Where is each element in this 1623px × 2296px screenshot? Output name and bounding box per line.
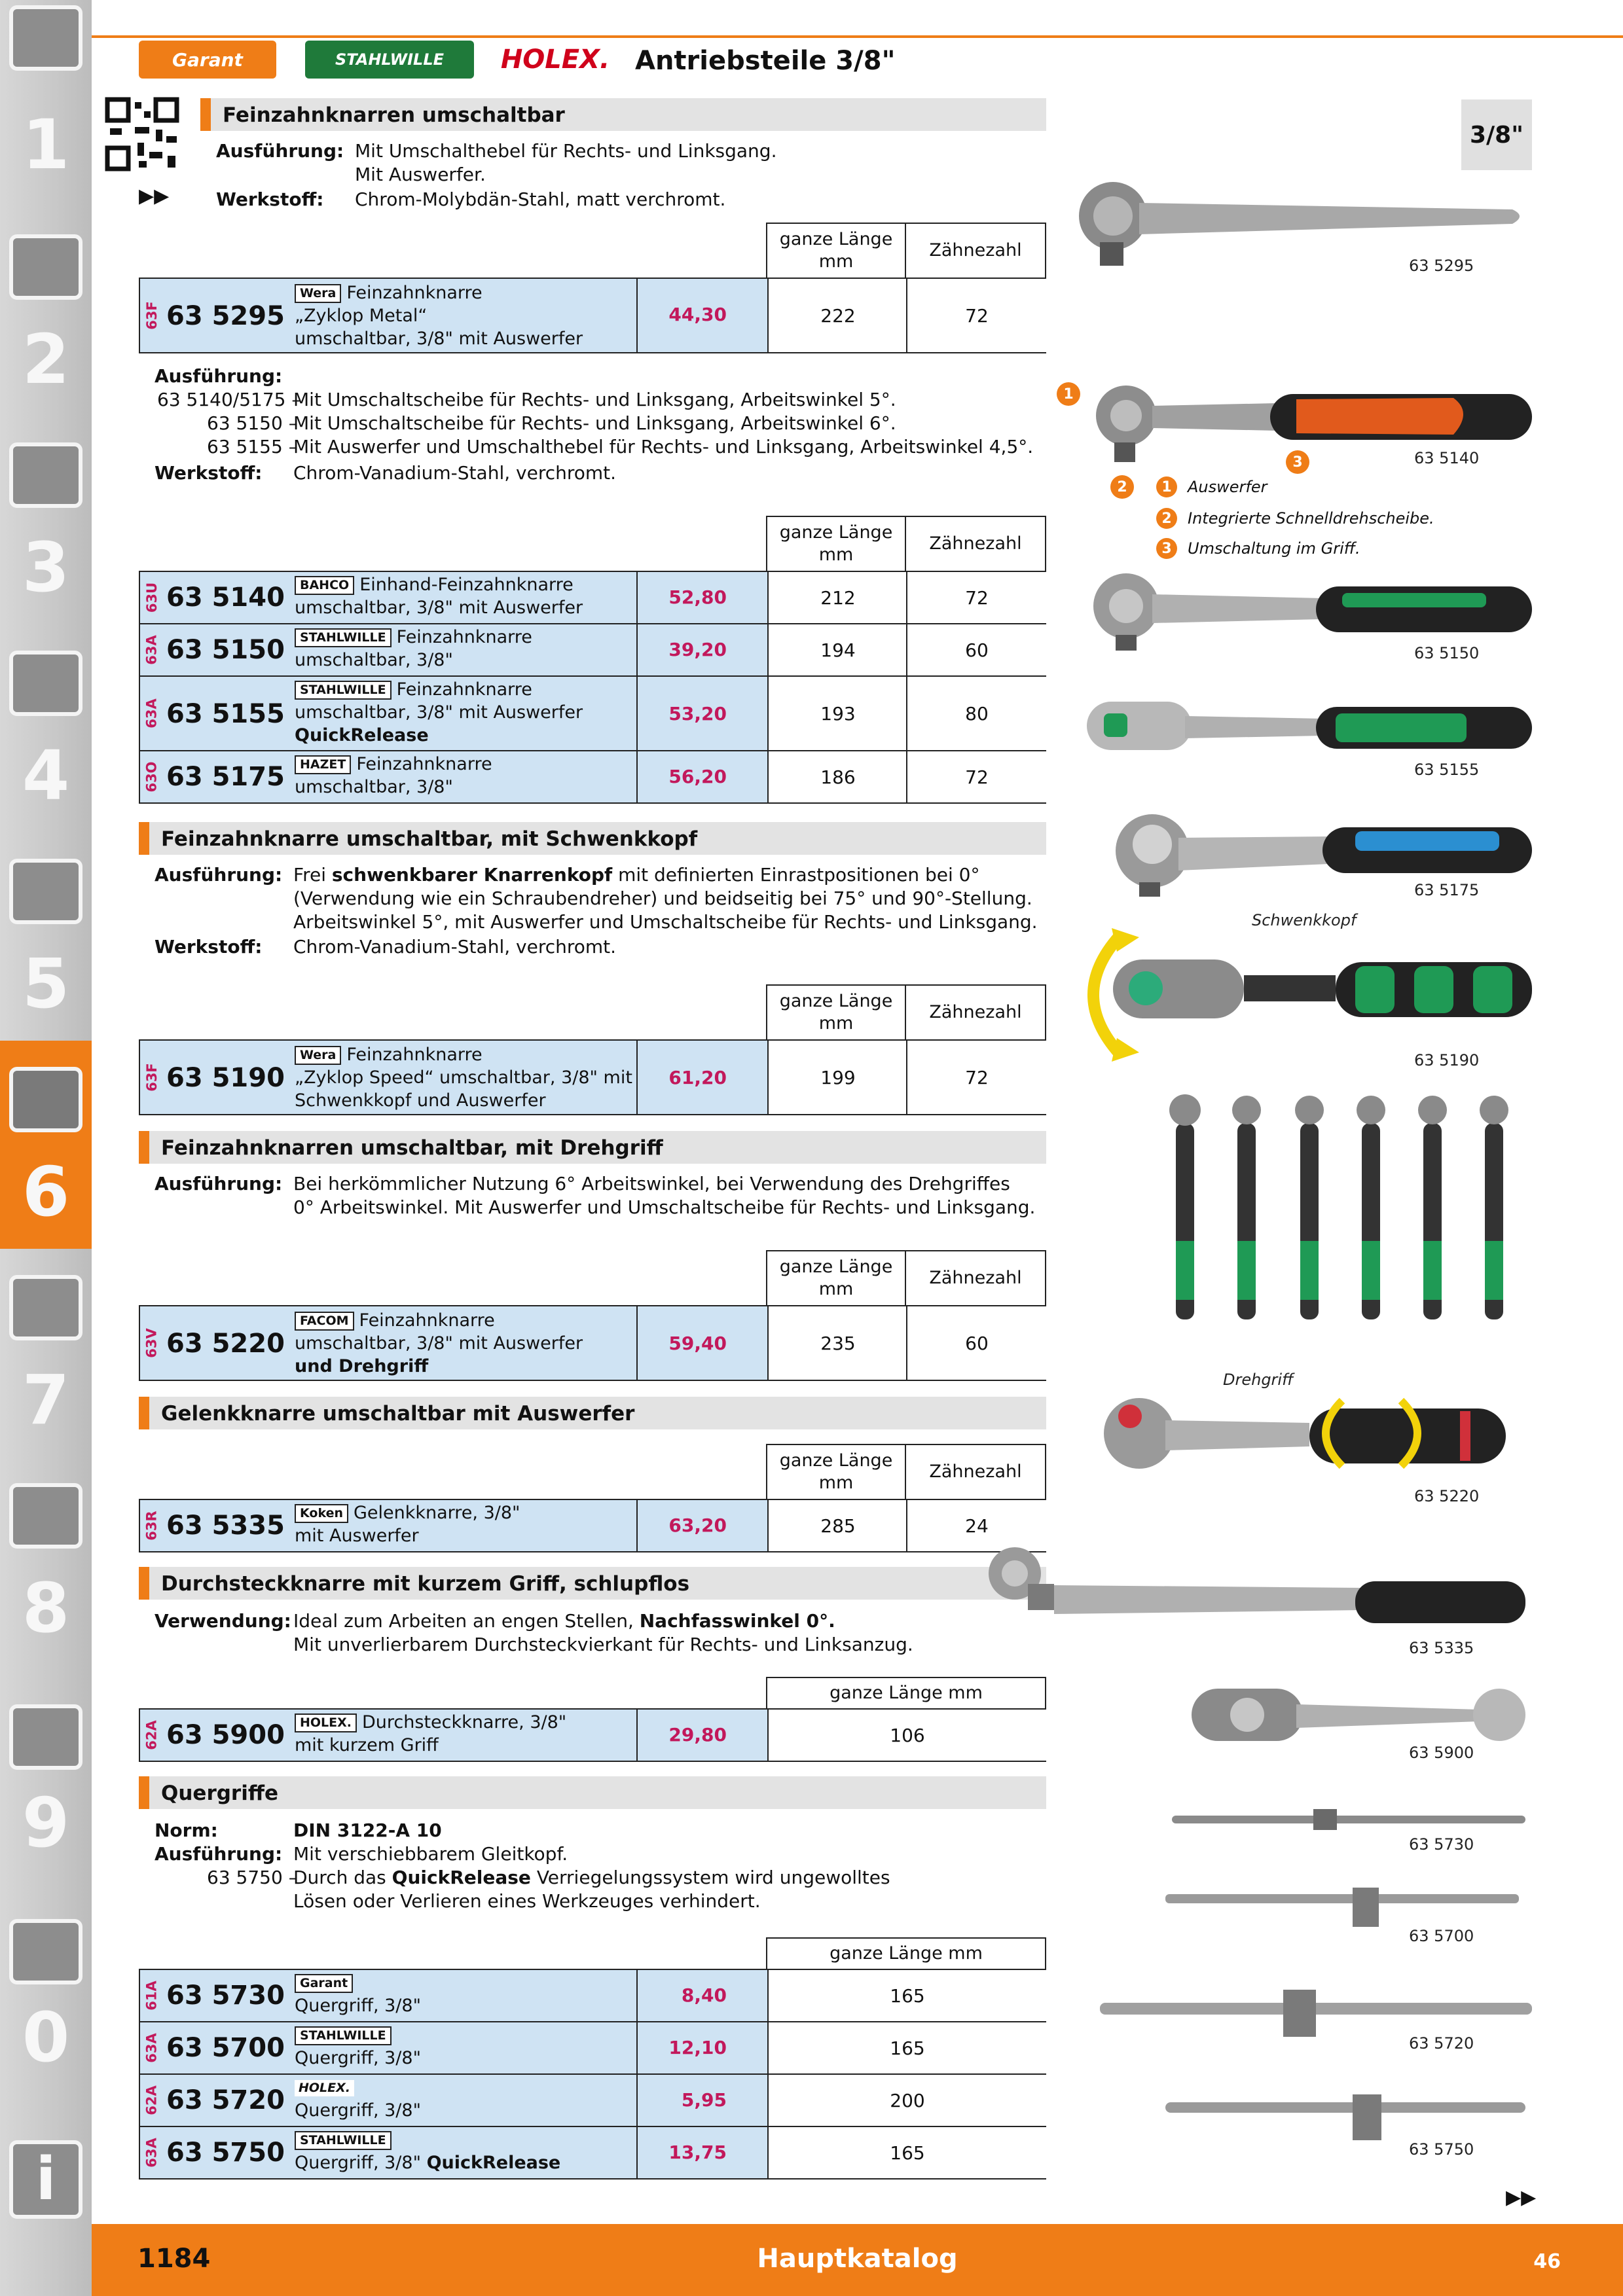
- description: BAHCO Einhand-Feinzahnknarre umschaltbar, 3/8" mit Auswerfer: [295, 575, 583, 619]
- grinding-disc-icon: [9, 859, 82, 924]
- t-handle-image: [1159, 1885, 1525, 1931]
- info-icon: i: [9, 2140, 82, 2219]
- price: 53,20: [668, 703, 727, 725]
- page-number: 1184: [137, 2244, 211, 2274]
- article-number: 63 5730: [166, 1981, 285, 2011]
- brand-logo: Garant: [295, 1974, 353, 1993]
- chapter-tab-0[interactable]: 0: [0, 1873, 92, 2081]
- price: 5,95: [681, 2089, 727, 2111]
- variant-key: 63 5155 –: [207, 436, 298, 457]
- column-header-length: ganze Länge mm: [766, 516, 906, 572]
- field-label: Ausführung:: [155, 864, 283, 886]
- ratchet-image: [1074, 567, 1545, 652]
- image-caption: 63 5900: [1409, 1744, 1474, 1762]
- chapter-tab-6[interactable]: 6: [0, 1041, 92, 1249]
- column-header-length: ganze Länge mm: [766, 1937, 1046, 1970]
- length-cell: 235: [767, 1306, 907, 1380]
- table-row[interactable]: 63V 63 5220 FACOM Feinzahnknarre umschaltbar, 3/8" mit Auswerfer und Drehgriff 59,40 235 60: [139, 1305, 1046, 1381]
- safety-glasses-icon: [9, 1919, 82, 1984]
- ratchet-image: [1106, 812, 1545, 897]
- holex-logo: HOLEX.: [500, 45, 610, 75]
- table-row[interactable]: 62A 63 5720 HOLEX. Quergriff, 3/8" 5,95 200: [139, 2073, 1046, 2127]
- teeth-cell: 24: [906, 1500, 1046, 1551]
- table-row[interactable]: 63A 63 5750 STAHLWILLE Quergriff, 3/8" QuickRelease 13,75 165: [139, 2126, 1046, 2179]
- field-value: Mit verschiebbarem Gleitkopf.: [293, 1843, 568, 1865]
- price: 63,20: [668, 1515, 727, 1536]
- legend-badge: 3: [1156, 538, 1177, 559]
- article-number: 63 5175: [166, 762, 285, 792]
- brand-logo: Wera: [295, 284, 341, 303]
- field-value: DIN 3122-A 10: [293, 1820, 442, 1841]
- image-caption: 63 5220: [1414, 1487, 1480, 1505]
- garant-logo: Garant: [139, 41, 276, 79]
- length-cell: 212: [767, 572, 907, 623]
- table-row[interactable]: 61A 63 5730 Garant Quergriff, 3/8" 8,40 165: [139, 1969, 1046, 2022]
- column-header-teeth: Zähnezahl: [905, 1444, 1046, 1500]
- legend-text: Integrierte Schnelldrehscheibe.: [1188, 509, 1434, 528]
- brand-logo: Koken: [295, 1504, 348, 1523]
- t-handle-image: [1093, 1987, 1539, 2039]
- length-cell: 165: [767, 2022, 1046, 2073]
- variant-text: Mit Umschaltscheibe für Rechts- und Linksgang, Arbeitswinkel 5°.: [293, 389, 896, 410]
- swivel-positions-image: [1165, 1084, 1532, 1333]
- brand-logo: HAZET: [295, 755, 351, 774]
- chapter-tab-3[interactable]: 3: [0, 416, 92, 624]
- chuck-icon: [9, 442, 82, 508]
- article-number: 63 5140: [166, 583, 285, 613]
- field-value: Chrom-Vanadium-Stahl, verchromt.: [293, 936, 617, 958]
- description: Garant Quergriff, 3/8": [295, 1971, 421, 2017]
- column-header-teeth: Zähnezahl: [905, 984, 1046, 1041]
- image-annotation: Drehgriff: [1223, 1371, 1294, 1389]
- article-number: 63 5700: [166, 2033, 285, 2063]
- article-number: 63 5190: [166, 1063, 285, 1093]
- article-number: 63 5335: [166, 1511, 285, 1541]
- price: 59,40: [668, 1333, 727, 1354]
- length-cell: 106: [767, 1710, 1046, 1761]
- chapter-tab-9[interactable]: 9: [0, 1665, 92, 1873]
- variant-text: Mit Auswerfer und Umschalthebel für Rechts- und Linksgang, Arbeitswinkel 4,5°.: [293, 436, 1034, 457]
- length-cell: 222: [767, 279, 907, 352]
- price: 12,10: [668, 2037, 727, 2058]
- chapter-tab-8[interactable]: 8: [0, 1457, 92, 1665]
- description: FACOM Feinzahnknarre umschaltbar, 3/8" mit Auswerfer und Drehgriff: [295, 1310, 583, 1377]
- toolbox-icon: [9, 1483, 82, 1549]
- callout-badge: 3: [1286, 450, 1309, 474]
- price: 61,20: [668, 1067, 727, 1088]
- description: HOLEX. Quergriff, 3/8": [295, 2081, 421, 2121]
- column-header-length: ganze Länge mm: [766, 223, 906, 279]
- ratchet-image: [1061, 923, 1545, 1067]
- insert-icon: [9, 234, 82, 300]
- variant-key: 63 5140/5175 –: [157, 389, 301, 410]
- description: STAHLWILLE Feinzahnknarre umschaltbar, 3/8": [295, 627, 532, 671]
- field-value: Bei herkömmlicher Nutzung 6° Arbeitswinkel, bei Verwendung des Drehgriffes: [293, 1173, 1010, 1194]
- brand-logo: HOLEX.: [295, 2080, 354, 2096]
- chapter-tab-info[interactable]: [0, 2081, 92, 2224]
- image-caption: 63 5190: [1414, 1051, 1480, 1069]
- price: 44,30: [668, 304, 727, 325]
- teeth-cell: 60: [906, 624, 1046, 675]
- section-header: Quergriffe: [139, 1776, 1046, 1809]
- legend-text: Auswerfer: [1188, 478, 1267, 496]
- chapter-tab-4[interactable]: 4: [0, 624, 92, 833]
- field-label: Ausführung:: [216, 140, 344, 162]
- length-cell: 165: [767, 2127, 1046, 2178]
- field-value: (Verwendung wie ein Schraubendreher) und beidseitig bei 75° und 90°-Stellung.: [293, 888, 1032, 909]
- length-cell: 285: [767, 1500, 907, 1551]
- column-header-length: ganze Länge mm: [766, 984, 906, 1041]
- field-label: Ausführung:: [155, 365, 283, 387]
- ratchet-image: [969, 1545, 1539, 1643]
- article-number: 63 5155: [166, 699, 285, 729]
- article-number: 63 5150: [166, 635, 285, 665]
- field-value: Ideal zum Arbeiten an engen Stellen, Nachfasswinkel 0°.: [293, 1610, 835, 1632]
- section-header: Feinzahnknarre umschaltbar, mit Schwenkkopf: [139, 822, 1046, 855]
- stahlwille-logo: STAHLWILLE: [305, 41, 474, 79]
- page-title: Antriebsteile 3/8": [635, 46, 896, 76]
- drill-icon: [9, 5, 82, 71]
- brand-logo: STAHLWILLE: [295, 2026, 392, 2045]
- ratchet-image: [1074, 687, 1545, 766]
- table-row[interactable]: 63F 63 5190 Wera Feinzahnknarre „Zyklop Speed“ umschaltbar, 3/8" mit Schwenkkopf und Auswerfer 61,20 199 72: [139, 1039, 1046, 1115]
- price: 39,20: [668, 639, 727, 660]
- column-header-teeth: Zähnezahl: [905, 516, 1046, 572]
- variant-text: Mit Umschaltscheibe für Rechts- und Linksgang, Arbeitswinkel 6°.: [293, 412, 896, 434]
- teeth-cell: 60: [906, 1306, 1046, 1380]
- length-cell: 199: [767, 1041, 907, 1114]
- callout-badge: 1: [1057, 382, 1080, 406]
- variant-key: 63 5750 –: [207, 1867, 298, 1888]
- field-value: Arbeitswinkel 5°, mit Auswerfer und Umschaltscheibe für Rechts- und Linksgang.: [293, 911, 1038, 933]
- field-label: Werkstoff:: [155, 936, 263, 958]
- brand-logo: HOLEX.: [295, 1713, 357, 1732]
- table-row[interactable]: [139, 278, 1046, 353]
- image-caption: 63 5140: [1414, 449, 1480, 467]
- ratchet-image: [1093, 1394, 1545, 1479]
- column-header-length: ganze Länge mm: [766, 1677, 1046, 1710]
- field-value: Chrom-Molybdän-Stahl, matt verchromt.: [355, 188, 726, 210]
- article-number: 63 5295: [166, 301, 285, 331]
- field-value: Mit Auswerfer.: [355, 164, 486, 185]
- table-row[interactable]: 63A 63 5700 STAHLWILLE Quergriff, 3/8" 12,10 165: [139, 2021, 1046, 2075]
- length-cell: 165: [767, 1970, 1046, 2021]
- article-number: 63 5900: [166, 1720, 285, 1750]
- chapter-tab-7[interactable]: 7: [0, 1249, 92, 1457]
- field-value: Mit Umschalthebel für Rechts- und Linksgang.: [355, 140, 777, 162]
- price: 13,75: [668, 2142, 727, 2163]
- image-caption: 63 5750: [1409, 2140, 1474, 2159]
- description: HAZET Feinzahnknarre umschaltbar, 3/8": [295, 754, 492, 798]
- article-number: 63 5720: [166, 2085, 285, 2115]
- price: 29,80: [668, 1724, 727, 1746]
- description: STAHLWILLE Quergriff, 3/8" QuickRelease: [295, 2128, 560, 2174]
- price: 56,20: [668, 766, 727, 787]
- column-header-length: ganze Länge mm: [766, 1250, 906, 1306]
- column-header-teeth: Zähnezahl: [905, 1250, 1046, 1306]
- t-handle-image: [1165, 1806, 1532, 1833]
- catalog-title: Hauptkatalog: [757, 2244, 958, 2274]
- section-header: Gelenkknarre umschaltbar mit Auswerfer: [139, 1397, 1046, 1429]
- section-header: Feinzahnknarren umschaltbar, mit Drehgriff: [139, 1131, 1046, 1164]
- price: 52,80: [668, 586, 727, 608]
- caliper-icon: [9, 651, 82, 716]
- teeth-cell: 72: [906, 279, 1046, 352]
- row-code: 63F: [144, 301, 160, 330]
- image-caption: 63 5700: [1409, 1927, 1474, 1945]
- field-label: Verwendung:: [155, 1610, 291, 1632]
- section-number: 46: [1533, 2250, 1561, 2273]
- length-cell: 186: [767, 751, 907, 802]
- chapter-tab-2[interactable]: 2: [0, 208, 92, 416]
- forward-arrows-icon[interactable]: ▶▶: [1506, 2186, 1537, 2209]
- teeth-cell: 72: [906, 751, 1046, 802]
- length-cell: 193: [767, 677, 907, 750]
- field-value: Chrom-Vanadium-Stahl, verchromt.: [293, 462, 617, 484]
- description: STAHLWILLE Quergriff, 3/8": [295, 2024, 421, 2070]
- legend-badge: 1: [1156, 476, 1177, 497]
- header-rule: [92, 35, 1623, 38]
- brand-logo: STAHLWILLE: [295, 681, 392, 700]
- qr-code[interactable]: [105, 97, 179, 171]
- image-caption: 63 5150: [1414, 644, 1480, 662]
- column-header-teeth: Zähnezahl: [905, 223, 1046, 279]
- brand-logo: BAHCO: [295, 576, 354, 595]
- image-caption: 63 5335: [1409, 1639, 1474, 1657]
- price: 8,40: [681, 1984, 727, 2006]
- description: HOLEX. Durchsteckknarre, 3/8" mit kurzem Griff: [295, 1712, 567, 1756]
- wrench-icon: [9, 1067, 82, 1132]
- pliers-icon: [9, 1275, 82, 1340]
- description: Koken Gelenkknarre, 3/8" mit Auswerfer: [295, 1503, 520, 1547]
- length-cell: 200: [767, 2075, 1046, 2126]
- t-handle-image: [1159, 2092, 1532, 2144]
- field-label: Werkstoff:: [155, 462, 263, 484]
- field-label: Werkstoff:: [216, 188, 324, 210]
- legend-text: Umschaltung im Griff.: [1188, 539, 1360, 558]
- brand-logo: FACOM: [295, 1312, 354, 1331]
- image-caption: 63 5295: [1409, 257, 1474, 275]
- page-footer: [92, 2224, 1623, 2296]
- field-value: 0° Arbeitswinkel. Mit Auswerfer und Umschaltscheibe für Rechts- und Linksgang.: [293, 1196, 1036, 1218]
- variant-text: Lösen oder Verlieren eines Werkzeuges verhindert.: [293, 1890, 761, 1912]
- section-header: Feinzahnknarren umschaltbar: [200, 98, 1046, 131]
- brand-logo: STAHLWILLE: [295, 2131, 392, 2150]
- article-number: 63 5750: [166, 2138, 285, 2168]
- description: STAHLWILLE Feinzahnknarre umschaltbar, 3/8" mit Auswerfer QuickRelease: [295, 679, 583, 746]
- field-value: Mit unverlierbarem Durchsteckvierkant für Rechts- und Linksanzug.: [293, 1634, 913, 1655]
- article-number: 63 5220: [166, 1329, 285, 1359]
- table-row[interactable]: 63A 63 5150 STAHLWILLE Feinzahnknarre umschaltbar, 3/8" 39,20 194 60: [139, 623, 1046, 677]
- variant-key: 63 5150 –: [207, 412, 298, 434]
- section-header: Durchsteckknarre mit kurzem Griff, schlupflos: [139, 1567, 1046, 1600]
- image-caption: 63 5175: [1414, 881, 1480, 899]
- field-label: Ausführung:: [155, 1843, 283, 1865]
- workbench-icon: [9, 1704, 82, 1770]
- size-badge: 3/8": [1461, 99, 1532, 170]
- chapter-tab-1[interactable]: 1: [0, 0, 92, 208]
- brand-logo: Wera: [295, 1046, 341, 1065]
- table-row[interactable]: 63A 63 5155 STAHLWILLE Feinzahnknarre umschaltbar, 3/8" mit Auswerfer QuickRelease 53,20 193 80: [139, 675, 1046, 751]
- field-label: Norm:: [155, 1820, 218, 1841]
- table-row[interactable]: 63U 63 5140 BAHCO Einhand-Feinzahnknarre umschaltbar, 3/8" mit Auswerfer 52,80 212 72: [139, 571, 1046, 624]
- brand-logo: STAHLWILLE: [295, 628, 392, 647]
- column-header-length: ganze Länge mm: [766, 1444, 906, 1500]
- teeth-cell: 72: [906, 572, 1046, 623]
- field-value: Frei schwenkbarer Knarrenkopf mit definierten Einrastpositionen bei 0°: [293, 864, 980, 886]
- image-annotation: Schwenkkopf: [1252, 911, 1357, 929]
- description: Wera Feinzahnknarre „Zyklop Metal“ umschaltbar, 3/8" mit Auswerfer: [295, 283, 583, 350]
- image-caption: 63 5720: [1409, 2034, 1474, 2053]
- table-row[interactable]: 63R 63 5335 Koken Gelenkknarre, 3/8" mit Auswerfer 63,20 285 24: [139, 1499, 1046, 1552]
- length-cell: 194: [767, 624, 907, 675]
- callout-badge: 2: [1110, 475, 1134, 499]
- table-row[interactable]: 62A 63 5900 HOLEX. Durchsteckknarre, 3/8" mit kurzem Griff 29,80 106: [139, 1708, 1046, 1762]
- chapter-tab-5[interactable]: 5: [0, 833, 92, 1041]
- teeth-cell: 80: [906, 677, 1046, 750]
- teeth-cell: 72: [906, 1041, 1046, 1114]
- image-caption: 63 5730: [1409, 1835, 1474, 1854]
- ratchet-image: [1185, 1676, 1539, 1761]
- chapter-sidebar: [0, 0, 92, 2296]
- forward-arrows-icon: ▶▶: [139, 185, 170, 207]
- image-caption: 63 5155: [1414, 761, 1480, 779]
- table-row[interactable]: 63O 63 5175 HAZET Feinzahnknarre umschaltbar, 3/8" 56,20 186 72: [139, 750, 1046, 804]
- description: Wera Feinzahnknarre „Zyklop Speed“ umschaltbar, 3/8" mit Schwenkkopf und Auswerfer: [295, 1045, 632, 1111]
- field-label: Ausführung:: [155, 1173, 283, 1194]
- variant-text: Durch das QuickRelease Verriegelungssystem wird ungewolltes: [293, 1867, 890, 1888]
- legend-badge: 2: [1156, 508, 1177, 529]
